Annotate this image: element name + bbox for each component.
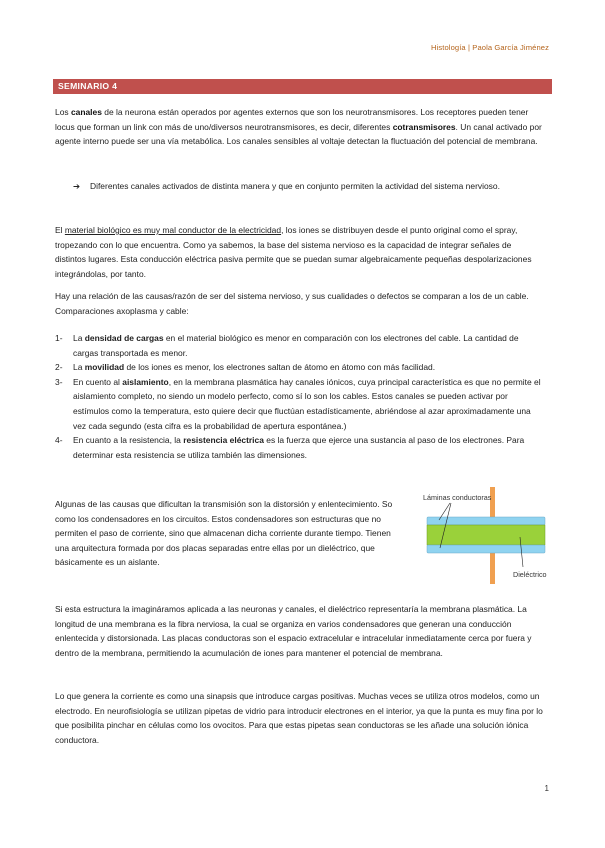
paragraph-membrana: Si esta estructura la imagináramos aplicada a las neuronas y canales, el dieléctrico representaría la membrana plasmática. La longitud de una membrana es la fibra nerviosa, la cual se organiza en varios condensadores que generan una conducción enlentecida y distorsionada. Las placas conductoras son el espacio extracelular e intracelular inmediatamente cerca por fuera y dentro de la membrana, permitiendo la acumulación de iones para mantener el potencial de membrana. <box>55 604 532 658</box>
list-text: En cuanto a la resistencia, la <box>73 435 184 446</box>
header-author: Paola García Jiménez <box>472 43 549 52</box>
list-number: 1- <box>55 333 63 343</box>
list-term: movilidad <box>84 362 125 373</box>
header-separator: | <box>467 43 471 52</box>
p1-text-c: de la neurona están operados por agentes externos que son los neurotransmisores. Los receptores pueden tener locus que forman un link con más de uno/diversos neurotransmisores, es decir, diferentes <box>55 107 529 132</box>
list-item <box>55 433 545 462</box>
p2-text-b: , los iones se distribuyen desde el punto original como el spray, tropezando con lo que encuentra. Como ya sabemos, la base del sistema nervioso es la capacidad de integrar señales de distintos lugares. Esta conducción eléctrica pasiva permite que se puedan sumar algebraicamente pequeñas despolarizaciones integrándolas, por tanto. <box>55 225 532 279</box>
list-text: La <box>73 333 85 343</box>
capacitor-diagram <box>405 487 555 584</box>
list-item <box>55 375 545 433</box>
paragraph-corriente: Lo que genera la corriente es como una sinapsis que introduce cargas positivas. Muchas veces se utiliza otros modelos, como un electrodo. En neurofisiología se utilizan pipetas de vidrio para introducir electrones en el interior, ya que la punta es muy fina por lo que posibilita pinchar en células como los ovocitos. Para que estas pipetas sean conductoras se les añade una solución iónica conductora. <box>55 691 543 745</box>
top-wire <box>490 487 495 517</box>
header-subject: Histología <box>430 43 466 52</box>
list-text: La <box>73 362 85 373</box>
list-number: 3- <box>55 376 63 387</box>
term-canales: canales <box>70 107 102 117</box>
list-term: densidad de cargas <box>84 333 164 343</box>
bullet-text: Diferentes canales activados de distinta manera y que en conjunto permiten la actividad del sistema nervioso. <box>90 181 500 191</box>
list-term: aislamiento <box>122 376 169 387</box>
list-text: , en la membrana plasmática hay canales iónicos, cuya principal característica es que no permite el aislamiento completo, no siendo un modelo perfecto, como sí lo son los cables. Estos canales se pueden activar por estímulos como la temperatura, esto quiere decir que fluctúan estadísticamente, abriéndose al azar aproximadamente una vez cada segundo (esta cifra es la probabilidad de apertura espontánea.) <box>73 376 541 431</box>
list-number: 4- <box>55 435 63 446</box>
list-item <box>55 331 545 360</box>
paragraph-condensadores: Algunas de las causas que dificultan la transmisión son la distorsión y enlentecimiento. So como los condensadores en los circuitos. Estos condensadores son estructuras que no permiten el paso de corriente, sino que almacenan dicha corriente durante tiempo. Tienen una arquitectura formada por dos placas separadas entre ellas por un dieléctrico, que básicamente es un aislante. <box>55 499 393 568</box>
label-plates: Láminas conductoras <box>423 493 492 502</box>
arrow-right-icon: ➔ <box>73 181 81 191</box>
list-text: es la fuerza que ejerce una sustancia al paso de los electrones. Para determinar esta resistencia se utiliza también las dimensiones. <box>73 435 525 460</box>
list-number: 2- <box>55 362 63 373</box>
top-plate <box>427 517 545 525</box>
term-cotransmisores: cotransmisores <box>392 121 456 132</box>
paragraph-comparaciones: Hay una relación de las causas/razón de ser del sistema nervioso, y sus cualidades o defectos se comparan a los de un cable. Comparaciones axoplasma y cable: <box>55 291 529 316</box>
p1-text-d: . Un canal activado por agente interno puede ser una vía metabólica. Los canales sensibles al voltaje detectan la fluctuación del potencial de membrana. <box>55 121 542 147</box>
list-text: en el material biológico es menor en comparación con los electrones del cable. La cantidad de cargas transportada es menor. <box>73 333 519 358</box>
bottom-wire <box>490 553 495 584</box>
paragraph-material <box>55 223 543 281</box>
label-dielectric: Dieléctrico <box>513 570 547 579</box>
p1-text-a: Los <box>55 107 71 117</box>
bottom-plate <box>427 545 545 553</box>
list-text: En cuento al <box>73 376 123 387</box>
list-term: resistencia eléctrica <box>183 435 264 446</box>
list-text: de los iones es menor, los electrones saltan de átomo en átomo con más facilidad. <box>124 362 436 373</box>
paragraph-canales <box>55 105 543 149</box>
section-title-bar <box>53 79 552 94</box>
p2-text-a: El <box>55 225 65 235</box>
running-header <box>431 43 549 52</box>
list-item <box>55 360 545 375</box>
section-title: SEMINARIO 4 <box>58 81 118 91</box>
comparison-list <box>55 331 545 462</box>
page-number: 1 <box>544 784 549 793</box>
underlined-phrase: material biológico es muy mal conductor de la electricidad <box>64 225 282 235</box>
